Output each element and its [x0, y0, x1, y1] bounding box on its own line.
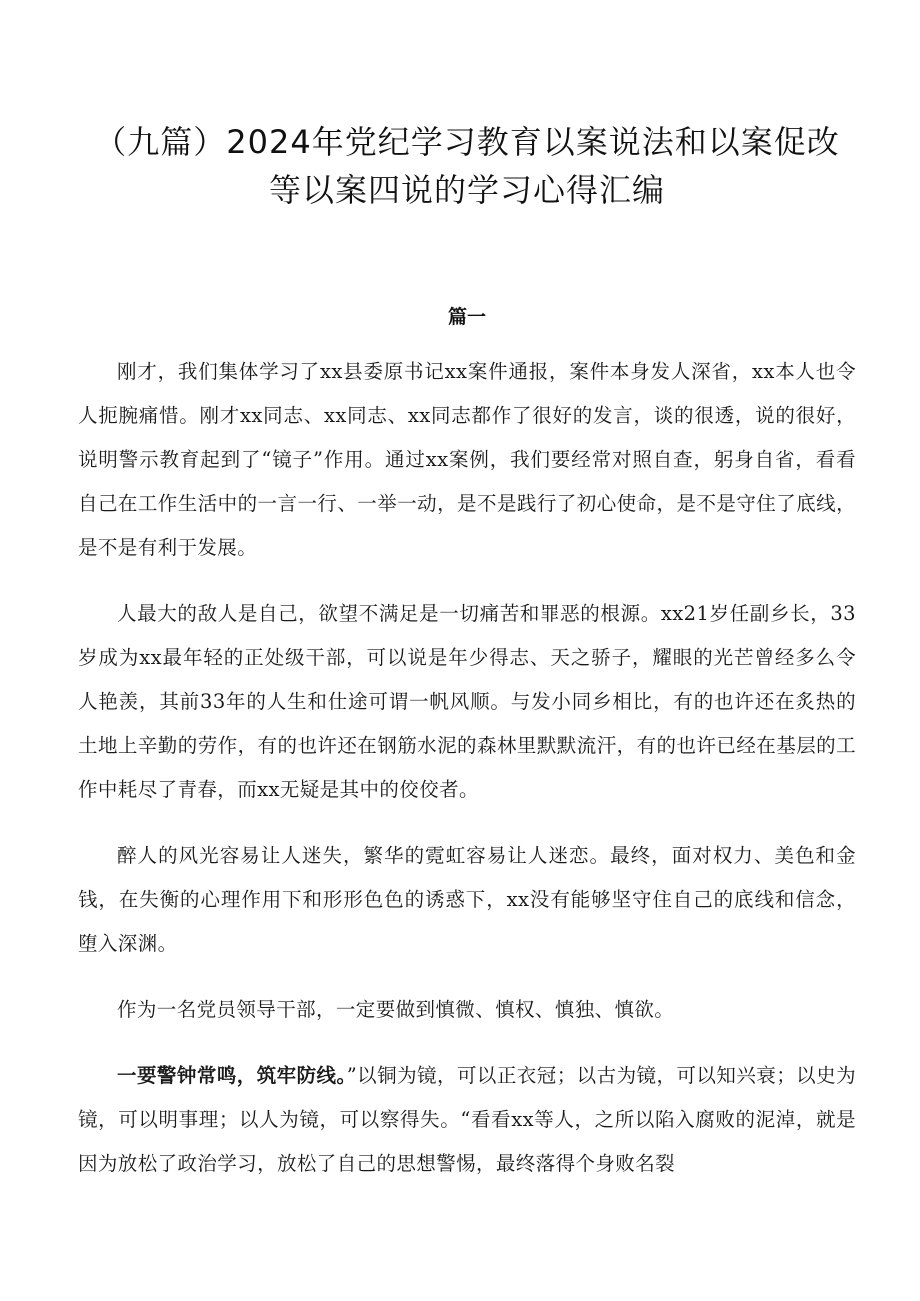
document-title-line-1: （九篇）2024年党纪学习教育以案说法和以案促改 [94, 123, 840, 161]
document-title-line-2: 等以案四说的学习心得汇编 [268, 171, 665, 209]
paragraph-4: 作为一名党员领导干部，一定要做到慎微、慎权、慎独、慎欲。 [117, 998, 675, 1021]
section-heading: 篇一 [447, 306, 486, 328]
paragraph-3: 醉人的风光容易让人迷失，繁华的霓虹容易让人迷恋。最终，面对权力、美色和金钱，在失衡的心理作用下和形形色色的诱惑下，xx没有能够坚守住自己的底线和信念，堕入深渊。 [78, 844, 856, 955]
paragraph-5 [78, 1054, 856, 1186]
paragraph-1: 刚才，我们集体学习了xx县委原书记xx案件通报，案件本身发人深省，xx本人也令人扼腕痛惜。刚才xx同志、xx同志、xx同志都作了很好的发言，谈的很透，说的很好，说明警示教育起到了“镜子”作用。通过xx案例，我们要经常对照自查，躬身自省，看看自己在工作生活中的一言一行、一举一动，是不是践行了初心使命，是不是守住了底线，是不是有利于发展。 [78, 360, 856, 559]
paragraph-5-body: ”以铜为镜，可以正衣冠；以古为镜，可以知兴衰；以史为镜，可以明事理；以人为镜，可以察得失。“看看xx等人，之所以陷入腐败的泥淖，就是因为放松了政治学习，放松了自己的思想警惕，最终落得个身败名裂 [78, 1064, 856, 1175]
paragraph-2: 人最大的敌人是自己，欲望不满足是一切痛苦和罪恶的根源。xx21岁任副乡长，33岁成为xx最年轻的正处级干部，可以说是年少得志、天之骄子，耀眼的光芒曾经多么令人艳羡，其前33年的人生和仕途可谓一帆风顺。与发小同乡相比，有的也许还在炙热的土地上辛勤的劳作，有的也许还在钢筋水泥的森林里默默流汗，有的也许已经在基层的工作中耗尽了青春，而xx无疑是其中的佼佼者。 [78, 602, 856, 801]
paragraph-5-lead: 一要警钟常鸣，筑牢防线。 [117, 1064, 347, 1087]
document-title [78, 118, 856, 214]
